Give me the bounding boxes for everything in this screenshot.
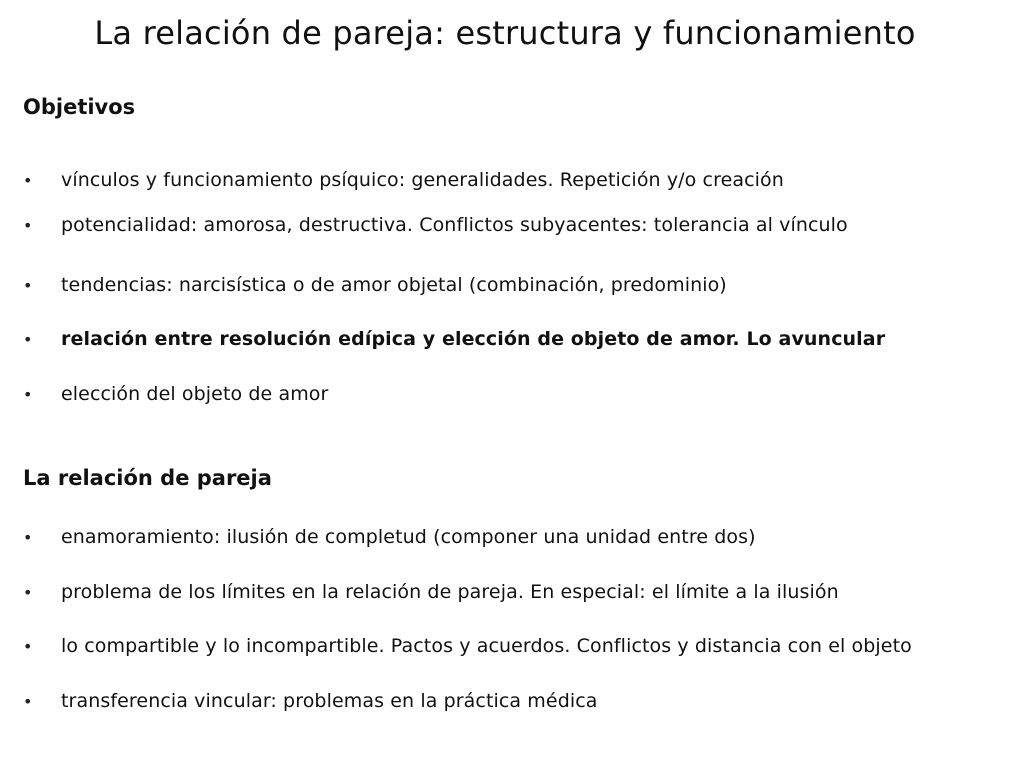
bullet-icon: • xyxy=(23,582,33,602)
list-item xyxy=(23,632,912,660)
list-item xyxy=(23,211,848,239)
list-item-text: enamoramiento: ilusión de completud (componer una unidad entre dos) xyxy=(61,526,756,548)
bullet-icon: • xyxy=(23,384,33,404)
bullet-icon: • xyxy=(23,215,33,235)
list-item-text: transferencia vincular: problemas en la práctica médica xyxy=(61,690,598,712)
slide-title: La relación de pareja: estructura y funcionamiento xyxy=(94,14,916,52)
bullet-icon: • xyxy=(23,636,33,656)
bullet-icon: • xyxy=(23,170,33,190)
list-item-text: problema de los límites en la relación de pareja. En especial: el límite a la ilusión xyxy=(61,581,839,603)
list-item-text: lo compartible y lo incompartible. Pactos y acuerdos. Conflictos y distancia con el objeto xyxy=(61,635,912,657)
list-item xyxy=(23,325,885,353)
list-item-text: tendencias: narcisística o de amor objetal (combinación, predominio) xyxy=(61,274,727,296)
list-item-text: elección del objeto de amor xyxy=(61,383,329,405)
list-item-text: vínculos y funcionamiento psíquico: generalidades. Repetición y/o creación xyxy=(61,169,784,191)
list-item xyxy=(23,271,727,299)
bullet-icon: • xyxy=(23,275,33,295)
list-item xyxy=(23,523,756,551)
list-item xyxy=(23,166,784,194)
bullet-icon: • xyxy=(23,691,33,711)
list-item xyxy=(23,380,328,408)
list-item-text: relación entre resolución edípica y elección de objeto de amor. Lo avuncular xyxy=(61,328,886,350)
list-item xyxy=(23,687,598,715)
section-heading-relacion: La relación de pareja xyxy=(23,466,272,490)
bullet-icon: • xyxy=(23,329,33,349)
bullet-icon: • xyxy=(23,527,33,547)
list-item xyxy=(23,578,839,606)
section-heading-objetivos: Objetivos xyxy=(23,95,136,119)
list-item-text: potencialidad: amorosa, destructiva. Conflictos subyacentes: tolerancia al vínculo xyxy=(61,214,848,236)
